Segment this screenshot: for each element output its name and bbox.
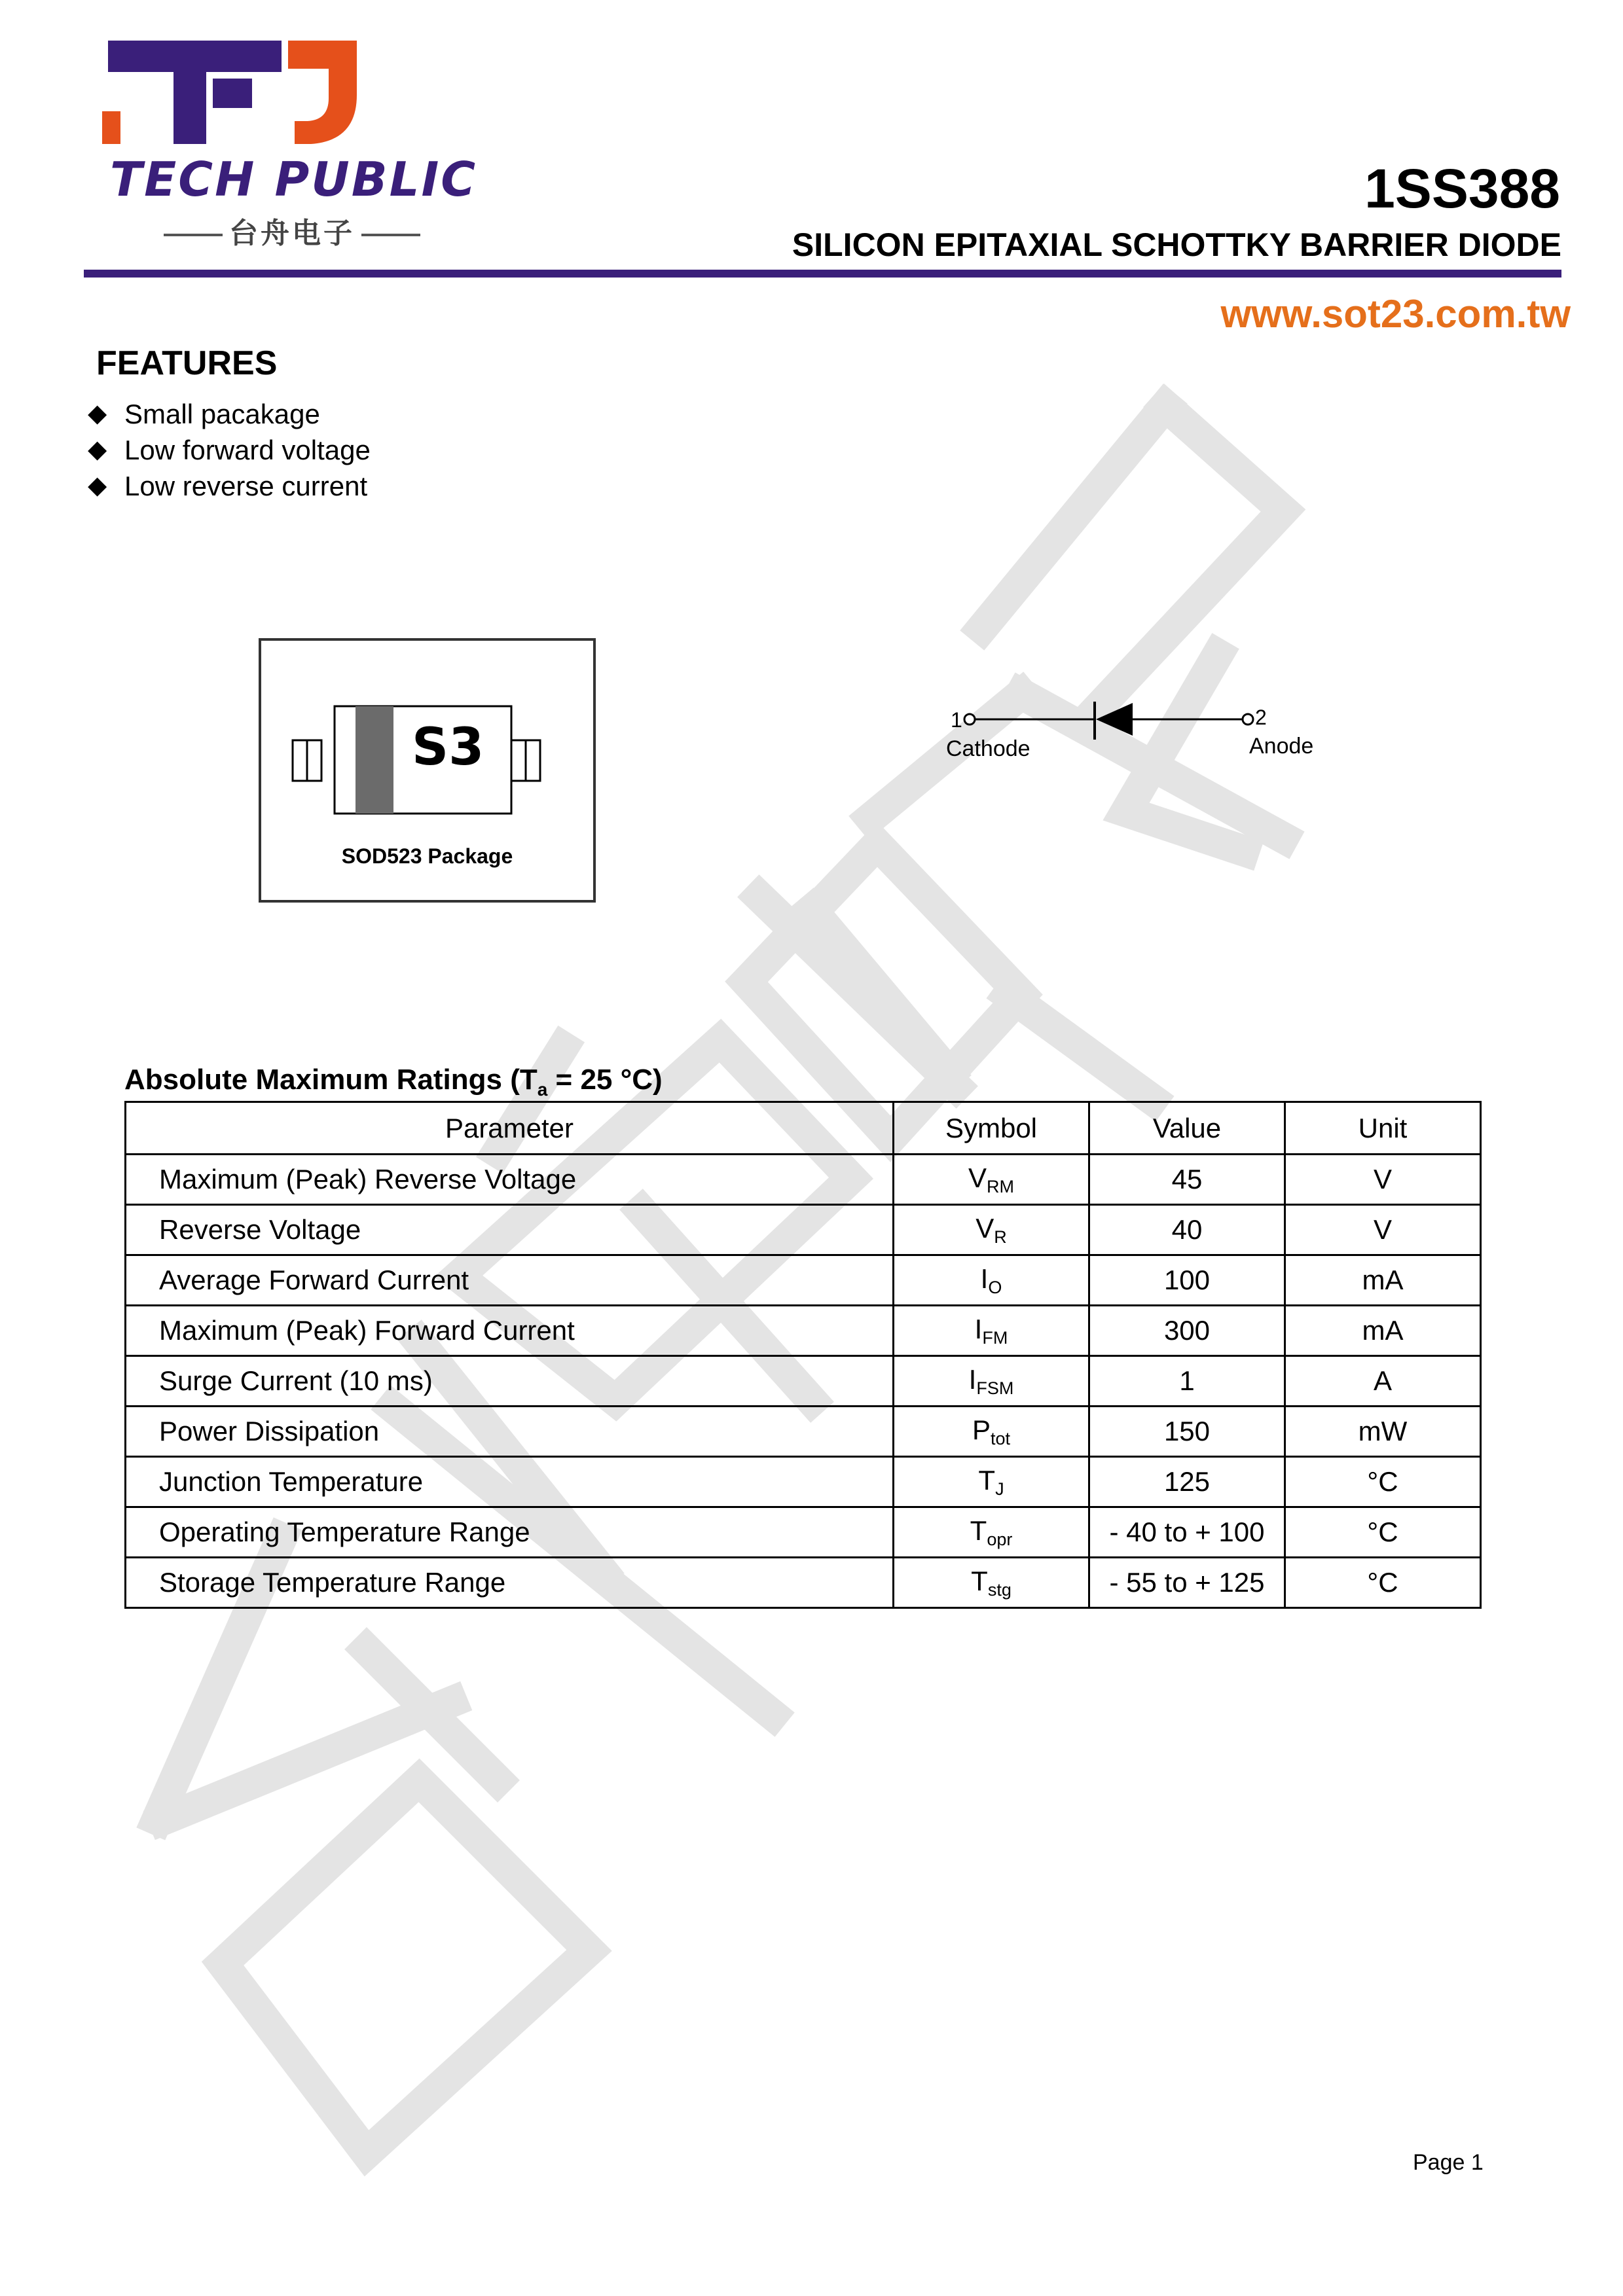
unit-cell: A (1285, 1356, 1481, 1407)
unit-cell: °C (1285, 1507, 1481, 1558)
part-number: 1SS388 (1364, 158, 1560, 219)
pin-1-number: 1 (951, 708, 962, 732)
website-link[interactable]: www.sot23.com.tw (1220, 292, 1571, 336)
parameter-cell: Operating Temperature Range (126, 1507, 894, 1558)
parameter-cell: Maximum (Peak) Reverse Voltage (126, 1155, 894, 1205)
cathode-label: Cathode (946, 736, 1030, 761)
feature-item: ◆ Low reverse current (88, 468, 371, 504)
symbol-cell: $I_{FM}$ (894, 1306, 1089, 1356)
parameter-cell: Reverse Voltage (126, 1205, 894, 1255)
symbol-cell: $P_{tot}$ (894, 1407, 1089, 1457)
unit-cell: mA (1285, 1306, 1481, 1356)
unit-cell: V (1285, 1155, 1481, 1205)
brand-name: TECH PUBLIC (110, 152, 478, 207)
header-unit: Unit (1285, 1102, 1481, 1155)
parameter-cell: Junction Temperature (126, 1457, 894, 1507)
parameter-cell: Power Dissipation (126, 1407, 894, 1457)
parameter-cell: Maximum (Peak) Forward Current (126, 1306, 894, 1356)
table-row (126, 1356, 1481, 1407)
features-list (88, 396, 371, 504)
brand-chinese: 台舟电子 (157, 209, 427, 251)
header-symbol: Symbol (894, 1102, 1089, 1155)
value-cell: 150 (1089, 1407, 1285, 1457)
value-cell: - 55 to + 125 (1089, 1558, 1285, 1608)
feature-item: ◆ Low forward voltage (88, 432, 371, 468)
diamond-bullet-icon: ◆ (88, 400, 107, 427)
parameter-cell: Surge Current (10 ms) (126, 1356, 894, 1407)
package-diagram (259, 638, 596, 903)
anode-label: Anode (1249, 734, 1314, 759)
parameter-cell: Storage Temperature Range (126, 1558, 894, 1608)
header-parameter: Parameter (126, 1102, 894, 1155)
package-marking: S3 (412, 718, 484, 777)
symbol-cell: $I_{FSM}$ (894, 1356, 1089, 1407)
table-row (126, 1155, 1481, 1205)
table-row (126, 1457, 1481, 1507)
ratings-table-title: Absolute Maximum Ratings ($T_a = 25$ °C) (124, 1064, 663, 1100)
diamond-bullet-icon: ◆ (88, 436, 107, 463)
pin-2-number: 2 (1255, 706, 1267, 729)
value-cell: 100 (1089, 1255, 1285, 1306)
unit-cell: °C (1285, 1457, 1481, 1507)
ratings-table (124, 1101, 1482, 1609)
unit-cell: mW (1285, 1407, 1481, 1457)
table-row (126, 1306, 1481, 1356)
table-row (126, 1255, 1481, 1306)
value-cell: - 40 to + 100 (1089, 1507, 1285, 1558)
symbol-cell: $V_{RM}$ (894, 1155, 1089, 1205)
value-cell: 40 (1089, 1205, 1285, 1255)
value-cell: 125 (1089, 1457, 1285, 1507)
header-value: Value (1089, 1102, 1285, 1155)
symbol-cell: $I_O$ (894, 1255, 1089, 1306)
value-cell: 45 (1089, 1155, 1285, 1205)
unit-cell: mA (1285, 1255, 1481, 1306)
symbol-cell: $V_R$ (894, 1205, 1089, 1255)
parameter-cell: Average Forward Current (126, 1255, 894, 1306)
symbol-cell: $T_J$ (894, 1457, 1089, 1507)
value-cell: 300 (1089, 1306, 1285, 1356)
table-row (126, 1558, 1481, 1608)
unit-cell: V (1285, 1205, 1481, 1255)
header-divider (84, 270, 1561, 278)
document-subtitle: SILICON EPITAXIAL SCHOTTKY BARRIER DIODE (792, 226, 1561, 263)
package-label: SOD523 Package (341, 844, 513, 868)
page-number: Page 1 (1413, 2150, 1484, 2175)
features-heading: FEATURES (96, 344, 278, 382)
feature-item: ◆ Small pacakage (88, 396, 371, 432)
table-row (126, 1507, 1481, 1558)
unit-cell: °C (1285, 1558, 1481, 1608)
value-cell: 1 (1089, 1356, 1285, 1407)
table-header-row (126, 1102, 1481, 1155)
table-row (126, 1205, 1481, 1255)
diamond-bullet-icon: ◆ (88, 472, 107, 499)
symbol-cell: $T_{opr}$ (894, 1507, 1089, 1558)
table-row (126, 1407, 1481, 1457)
symbol-cell: $T_{stg}$ (894, 1558, 1089, 1608)
